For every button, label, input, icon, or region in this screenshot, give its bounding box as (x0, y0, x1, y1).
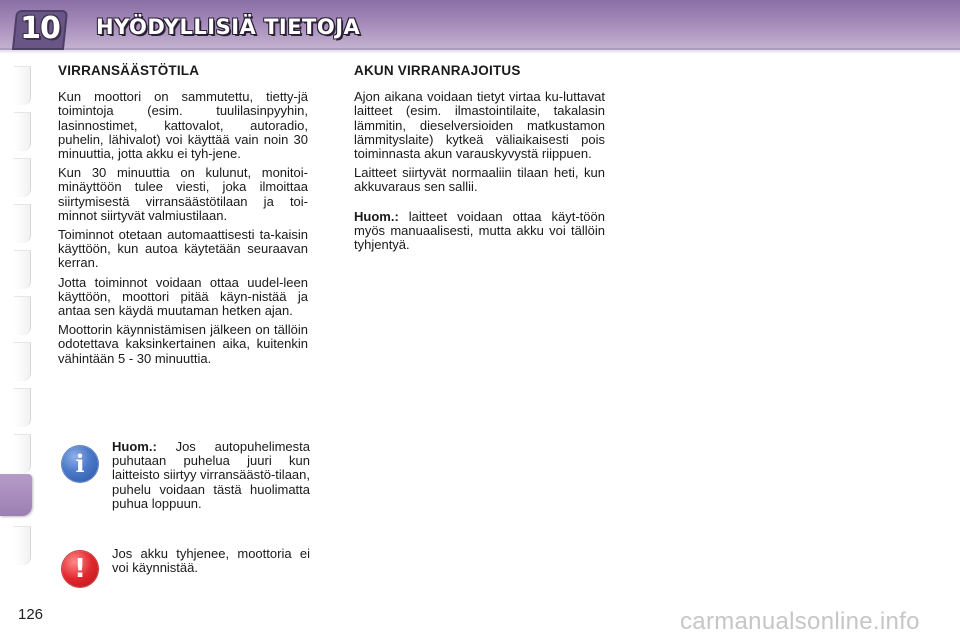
paragraph: Toiminnot otetaan automaattisesti ta-kaisin käyttöön, kun autoa käytetään seuraavan kerran. (58, 227, 308, 271)
warning-note (58, 546, 310, 584)
left-column (58, 64, 308, 371)
chapter-tab[interactable] (14, 250, 31, 289)
chapter-tab[interactable] (14, 112, 31, 151)
watermark: carmanualsonline.info (680, 608, 920, 635)
chapter-tab-active[interactable] (0, 474, 32, 516)
paragraph: Kun moottori on sammutettu, tietty-jä toimintoja (esim. tuulilasinpyyhin, lasinnostimet, kattovalot, autoradio, puhelin, lähivalot) voi käyttää vain noin 30 minuuttia, jotta akku ei tyh-jene. (58, 89, 308, 162)
warning-icon: ! (62, 551, 98, 587)
chapter-tab[interactable] (14, 526, 31, 565)
section-heading-battery-limit: AKUN VIRRANRAJOITUS (354, 63, 521, 78)
chapter-number: 10 (20, 10, 60, 46)
chapter-tab[interactable] (14, 342, 31, 381)
info-note-label: Huom.: (112, 439, 157, 454)
chapter-tab[interactable] (14, 296, 31, 335)
paragraph: Kun 30 minuuttia on kulunut, monitoi-minäyttöön tulee viesti, joka ilmoittaa siirtymisestä virransäästötilaan ja toi-minnot siirtyvät valmiustilaan. (58, 165, 308, 223)
info-note-body: Jos autopuhelimesta puhutaan puhelua juuri kun laitteisto siirtyy virransäästö-tilaan, puhelu voidaan tästä huolimatta puhua loppuun. (112, 439, 310, 511)
warning-note-text: Jos akku tyhjenee, moottoria ei voi käynnistää. (112, 546, 310, 576)
paragraph: Moottorin käynnistämisen jälkeen on tällöin odotettava kaksinkertainen aika, kuitenkin vähintään 5 - 30 minuuttia. (58, 322, 308, 366)
note-text: laitteet voidaan ottaa käyt-töön myös manuaalisesti, mutta akku voi tällöin tyhjentyä. (354, 208, 605, 253)
chapter-tab[interactable] (14, 158, 31, 197)
chapter-tab[interactable] (14, 66, 31, 105)
chapter-tab-strip (0, 60, 40, 580)
paragraph: Jotta toiminnot voidaan ottaa uudel-leen käyttöön, moottori pitää käyn-nistää ja antaa sen käydä muutaman hetken ajan. (58, 274, 308, 319)
section-heading-power-saving: VIRRANSÄÄSTÖTILA (58, 63, 200, 78)
paragraph: Ajon aikana voidaan tietyt virtaa ku-luttavat laitteet (esim. ilmastointilaite, takalasin lämmitin, dieselversioiden matkustamon lämmityslaite) kytkeä väliaikaisesti pois toiminnasta akun varauskyvystä riippuen. (354, 89, 605, 162)
chapter-tab[interactable] (14, 204, 31, 243)
page-title: HYÖDYLLISIÄ TIETOJA (96, 15, 361, 39)
chapter-tab[interactable] (14, 388, 31, 427)
note-label: Huom.: (354, 208, 399, 224)
note-paragraph (354, 210, 605, 253)
info-icon: i (62, 446, 98, 482)
info-note (58, 440, 310, 511)
page-number: 126 (18, 606, 44, 623)
right-column (354, 64, 605, 257)
chapter-tab[interactable] (14, 434, 31, 473)
paragraph: Laitteet siirtyvät normaaliin tilaan heti, kun akkuvaraus sen sallii. (354, 165, 605, 195)
header-shadow (0, 48, 960, 54)
info-note-text (112, 440, 310, 511)
